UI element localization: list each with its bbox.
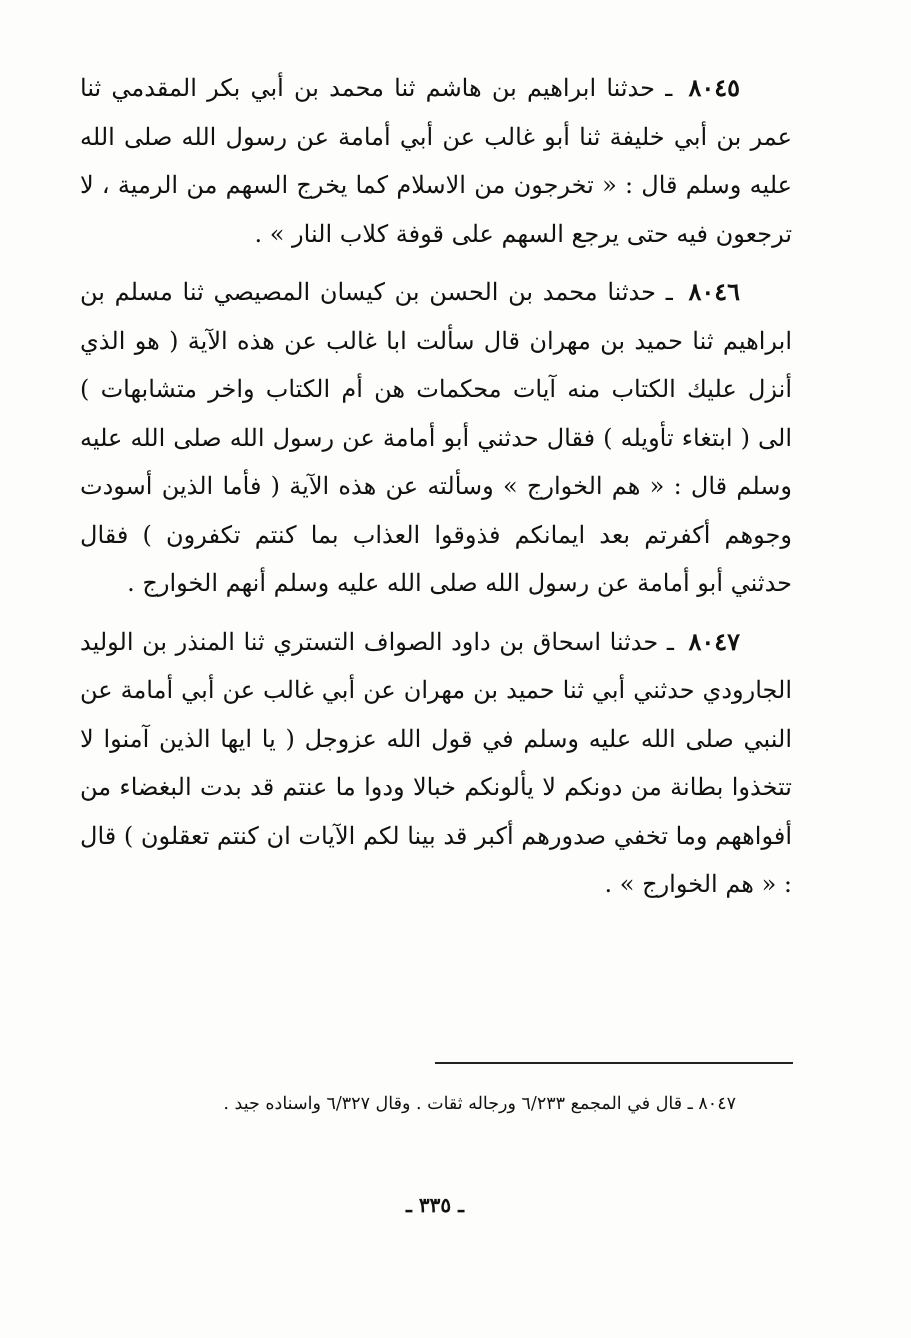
- hadith-8046: [80, 268, 792, 608]
- hadith-text: ـ حدثنا ابراهيم بن هاشم ثنا محمد بن أبي بكر المقدمي ثنا عمر بن أبي خليفة ثنا أبو غالب عن أبي أمامة عن رسول الله صلى الله عليه وسلم قال : « تخرجون من الاسلام كما يخرج السهم من الرمية ، لا ترجعون فيه حتى يرجع السهم على قوفة كلاب النار » .: [80, 74, 792, 248]
- hadith-8047: [80, 618, 792, 909]
- hadith-number: ٨٠٤٥: [688, 73, 740, 102]
- hadith-number: ٨٠٤٧: [688, 626, 740, 656]
- hadith-8045: [80, 64, 792, 258]
- footnote-number: ٨٠٤٧: [698, 1094, 736, 1114]
- hadith-number: ٨٠٤٦: [688, 277, 741, 306]
- hadith-text: ـ حدثنا محمد بن الحسن بن كيسان المصيصي ثنا مسلم بن ابراهيم ثنا حميد بن مهران قال سألت ابا غالب عن هذه الآية ( هو الذي أنزل عليك الكتاب منه آيات محكمات هن أم الكتاب واخر متشابهات ) الى ( ابتغاء تأويله ) فقال حدثني أبو أمامة عن رسول الله صلى الله عليه وسلم قال : « هم الخوارج » وسألته عن هذه الآية ( فأما الذين أسودت وجوهم أكفرتم بعد ايمانكم فذوقوا العذاب بما كنتم تكفرون ) فقال حدثني أبو أمامة عن رسول الله صلى الله عليه وسلم أنهم الخوارج .: [80, 278, 792, 597]
- page-number: ـ ٣٣٥ ـ: [406, 1193, 464, 1217]
- hadith-text: ـ حدثنا اسحاق بن داود الصواف التستري ثنا المنذر بن الوليد الجارودي حدثني أبي ثنا حميد بن مهران عن أبي غالب عن أبي أمامة عن النبي صلى الله عليه وسلم في قول الله عزوجل ( يا ايها الذين آمنوا لا تتخذوا بطانة من دونكم لا يألونكم خبالا ودوا ما عنتم قد بدت البغضاء من أفواههم وما تخفي صدورهم أكبر قد بينا لكم الآيات ان كنتم تعقلون ) قال : « هم الخوارج » .: [80, 627, 792, 898]
- main-text: [80, 64, 792, 909]
- footnote-separator: [435, 1062, 793, 1064]
- footnote-text: ـ قال في المجمع ٦/٢٣٣ ورجاله ثقات . وقال ٦/٣٢٧ واسناده جيد .: [223, 1094, 693, 1114]
- footnote: [90, 1088, 770, 1120]
